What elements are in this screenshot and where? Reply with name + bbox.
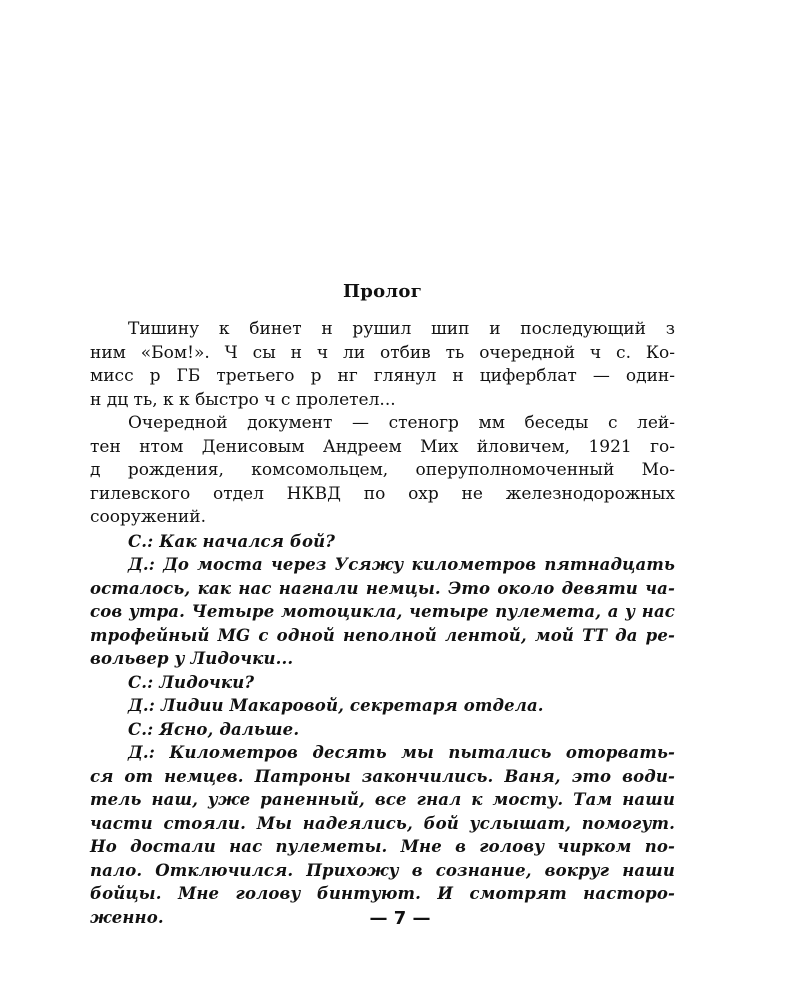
dialogue-paragraph [90,694,675,718]
chapter-title: Пролог [342,281,423,302]
page-body [90,280,675,929]
text-line: трофейный MG с одной неполной лентой, мой ТТ да ре- [90,625,675,645]
text-line: части стояли. Мы надеялись, бой услышат, помогут. [90,813,675,833]
text-line: бойцы. Мне голову бинтуют. И смотрят насторо- [90,884,675,903]
text-line: вольвер у Лидочки... [90,649,294,668]
text-line: тен нтом Денисовым Андреем Мих йловичем, 1921 го- [90,436,675,457]
dialogue-paragraph [90,530,675,554]
text-line: ним «Бом!». Ч сы н ч ли отбив ть очередной ч с. Ко- [90,342,675,363]
text-line: Д.: До моста через Усяжу километров пятнадцать [128,555,675,574]
text-line: С.: Ясно, дальше. [128,719,300,739]
dialogue-paragraph [90,718,675,742]
dialogue-paragraph [90,741,675,929]
text-line: Тишину к бинет н рушил шип и последующий з [128,319,675,339]
page-number: — 7 — [369,908,431,929]
text-line: Д.: Лидии Макаровой, секретаря отдела. [128,696,544,715]
text-line: мисс р ГБ третьего р нг глянул н циферблат — один- [90,366,675,386]
text-line: Очередной документ — стеногр мм беседы с лей- [128,413,675,433]
dialogue-paragraph [90,671,675,695]
text-line: пало. Отключился. Прихожу в сознание, вокруг наши [90,860,675,880]
paragraph [90,412,675,530]
text-line: Но достали нас пулеметы. Мне в голову чирком по- [90,837,675,856]
text-line: д рождения, комсомольцем, оперуполномоченный Мо- [90,460,675,480]
text-line: сооружений. [90,507,206,527]
text-line: Д.: Километров десять мы пытались оторвать- [128,743,675,762]
text-line: осталось, как нас нагнали немцы. Это около девяти ча- [90,578,675,598]
paragraph [90,318,675,412]
text-line: сов утра. Четыре мотоцикла, четыре пулемета, а у нас [90,602,675,621]
text-line: ся от немцев. Патроны закончились. Ваня, это води- [90,766,675,786]
text-line: н дц ть, к к быстро ч с пролетел... [90,389,396,410]
text-line: гилевского отдел НКВД по охр не железнодорожных [90,483,675,504]
text-line: С.: Лидочки? [128,672,255,692]
dialogue-paragraph [90,553,675,671]
text-line: женно. [90,907,164,927]
text-line: С.: Как начался бой? [128,531,336,551]
text-line: тель наш, уже раненный, все гнал к мосту. Там наши [90,790,675,809]
